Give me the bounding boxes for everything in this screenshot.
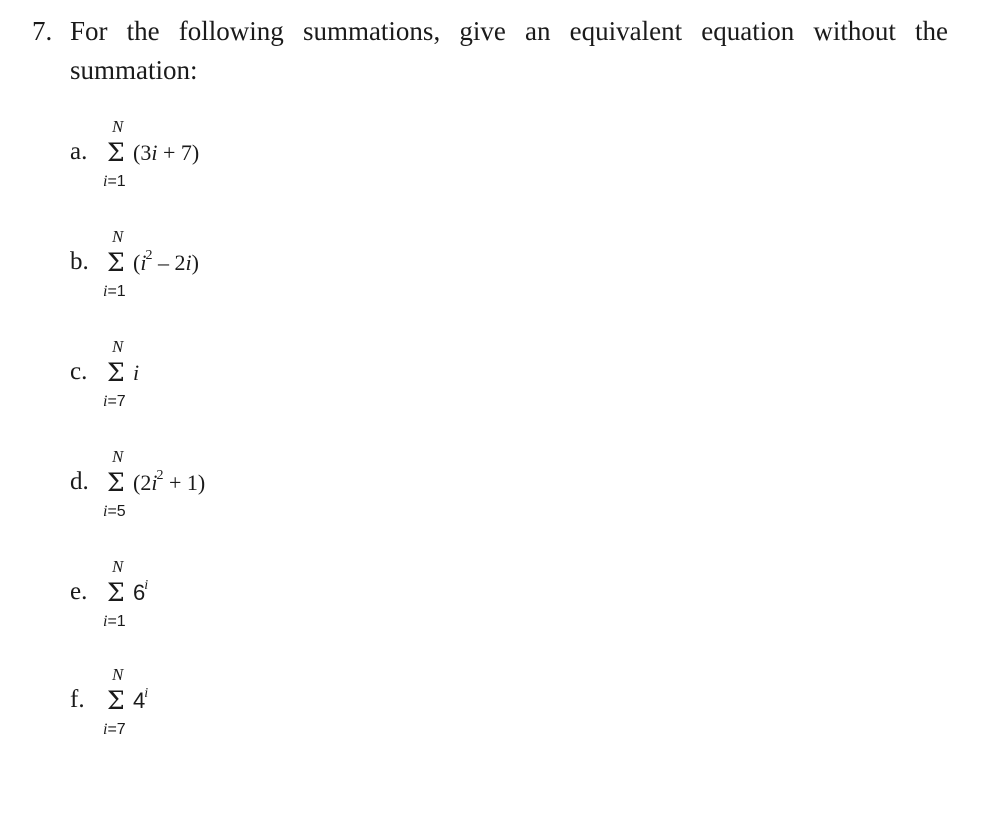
upper-limit: N xyxy=(112,447,124,466)
summand-expression: (3i + 7) xyxy=(133,140,200,165)
upper-limit: N xyxy=(112,665,124,684)
upper-limit: N xyxy=(112,227,124,246)
summand-expression: 4$^i$ xyxy=(133,686,149,713)
problem-statement-line-2: summation: xyxy=(70,55,198,85)
sigma-symbol: Σ xyxy=(107,468,125,497)
item-letter: e. xyxy=(70,578,88,605)
summation-item-e xyxy=(0,557,400,647)
summation-item-d xyxy=(0,447,400,537)
lower-limit: i=7 xyxy=(103,393,126,410)
problem-statement-line-1: For the following summations, give an equivalent equation without the xyxy=(70,16,948,46)
summation-item-b xyxy=(0,227,400,317)
sigma-symbol: Σ xyxy=(107,248,125,277)
lower-limit: i=1 xyxy=(103,613,126,630)
item-letter: d. xyxy=(70,468,89,495)
sigma-symbol: Σ xyxy=(107,358,125,387)
item-letter: c. xyxy=(70,358,88,385)
item-letter: f. xyxy=(70,686,85,713)
summation-item-f xyxy=(0,665,400,755)
summand-expression: $(i^2 - 2i)$ xyxy=(133,248,199,275)
summation-item-a xyxy=(0,117,400,207)
item-letter: b. xyxy=(70,248,89,275)
summand-expression: 6$^i$ xyxy=(133,578,149,605)
upper-limit: N xyxy=(112,117,124,136)
problem-number: 7. xyxy=(32,16,53,46)
summand-expression: i xyxy=(133,360,140,385)
sigma-symbol: Σ xyxy=(107,578,125,607)
lower-limit: i=1 xyxy=(103,283,126,300)
sigma-symbol: Σ xyxy=(107,686,125,715)
upper-limit: N xyxy=(112,557,124,576)
summand-expression: $(2i^2 + 1)$ xyxy=(133,468,206,495)
lower-limit: i=5 xyxy=(103,503,126,520)
lower-limit: i=7 xyxy=(103,721,126,738)
summation-item-c xyxy=(0,337,400,427)
lower-limit: i=1 xyxy=(103,173,126,190)
upper-limit: N xyxy=(112,337,124,356)
sigma-symbol: Σ xyxy=(107,138,125,167)
item-letter: a. xyxy=(70,138,88,165)
